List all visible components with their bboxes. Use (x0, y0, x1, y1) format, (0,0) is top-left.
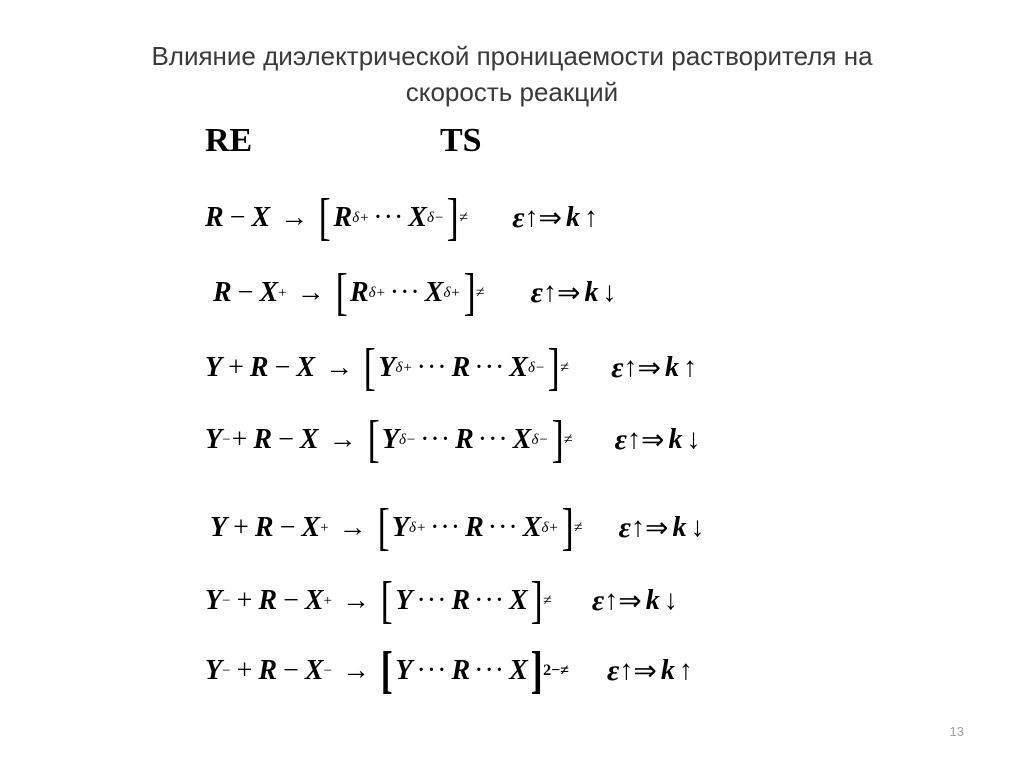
up-arrow-icon: ↑ (623, 352, 638, 383)
atom-y: Y (378, 352, 396, 383)
equation-6: Y − + R − X + → [ Y ··· R ··· X ] ≠ ε ↑ ⇒ k ↓ (205, 572, 678, 629)
atom-y: Y (395, 655, 413, 686)
epsilon-symbol: ε (614, 423, 627, 456)
equation-5: Y + R − X + → [ Y δ+ ··· R ··· X δ+ ] ≠ ε ↑ ⇒ k ↓ (210, 499, 705, 556)
down-arrow-icon: ↓ (690, 512, 705, 543)
bracket-close: ] (547, 339, 560, 396)
implies-icon: ⇒ (640, 425, 665, 456)
implies-icon: ⇒ (633, 656, 657, 687)
atom-r: R (333, 202, 353, 233)
slide-title-line2: скорость реакций (405, 77, 619, 107)
up-arrow-icon: ↑ (583, 202, 598, 233)
epsilon-symbol: ε (607, 654, 620, 687)
epsilon-symbol: ε (591, 584, 605, 617)
rate-constant: k (664, 352, 679, 383)
rate-constant: k (565, 202, 580, 233)
reaction-arrow: → (325, 352, 354, 383)
reaction-arrow: → (280, 202, 309, 233)
atom-r: R (249, 352, 269, 383)
reaction-arrow: → (338, 512, 367, 543)
atom-x: X (299, 424, 319, 455)
rate-effect (531, 276, 617, 310)
atom-x: X (251, 202, 271, 233)
bracket-open: [ (380, 572, 393, 629)
atom-r: R (349, 277, 369, 308)
atom-r: R (258, 585, 278, 616)
down-arrow-icon: ↓ (602, 277, 617, 308)
minus-sign: − (279, 512, 296, 543)
epsilon-symbol: ε (512, 201, 525, 234)
bracket-open: [ (367, 411, 380, 468)
implies-icon: ⇒ (618, 586, 642, 617)
down-arrow-icon: ↓ (686, 424, 701, 455)
reaction-arrow: → (342, 585, 371, 616)
bond-dots: ··· (487, 512, 519, 543)
bond-dots: ··· (474, 352, 506, 383)
equation-7: Y − + R − X − → [ Y ··· R ··· X ] 2−≠ ε ↑ ⇒ k ↑ (205, 642, 693, 699)
rate-effect (615, 423, 701, 457)
atom-y: Y (205, 352, 223, 383)
slide-title-line1: Влияние диэлектрической проницаемости растворителя на (151, 41, 873, 71)
equation-4: Y − + R − X → [ Y δ− ··· R ··· X δ− ] ≠ ε ↑ ⇒ k ↓ (205, 411, 701, 468)
atom-x: X (259, 277, 279, 308)
atom-r: R (451, 585, 471, 616)
bond-dots: ··· (420, 424, 452, 455)
up-arrow-icon: ↑ (626, 424, 641, 455)
atom-x: X (296, 352, 316, 383)
minus-sign: − (237, 277, 254, 308)
atom-x: X (304, 585, 324, 616)
slide-title (112, 38, 912, 110)
up-arrow-icon: ↑ (604, 585, 619, 616)
bracket-open: [ (318, 189, 331, 246)
minus-sign: − (283, 585, 299, 616)
bracket-close: ] (530, 572, 543, 629)
bracket-close: ] (561, 499, 574, 556)
atom-y: Y (205, 655, 223, 686)
implies-icon: ⇒ (637, 353, 661, 384)
bracket-close: ] (530, 642, 543, 699)
bond-dots: ··· (389, 277, 421, 308)
epsilon-symbol: ε (611, 351, 624, 384)
minus-sign: − (283, 655, 299, 686)
rate-effect (611, 351, 697, 385)
bracket-close: ] (551, 411, 564, 468)
bond-dots: ··· (474, 585, 506, 616)
reaction-arrow: → (296, 277, 325, 308)
rate-effect (512, 201, 598, 235)
plus-sign: + (236, 585, 253, 616)
rate-effect (607, 654, 693, 688)
page-number: 13 (949, 724, 964, 739)
bracket-open: [ (377, 499, 390, 556)
atom-r: R (451, 352, 471, 383)
epsilon-symbol: ε (530, 276, 543, 309)
bond-dots: ··· (416, 655, 448, 686)
implies-icon: ⇒ (644, 513, 669, 544)
bond-dots: ··· (430, 512, 462, 543)
implies-icon: ⇒ (538, 203, 562, 234)
atom-r: R (258, 655, 278, 686)
bracket-close: ] (463, 264, 476, 321)
header-re: RE (205, 122, 253, 159)
atom-r: R (253, 424, 273, 455)
bracket-close: ] (446, 189, 459, 246)
atom-x: X (424, 277, 444, 308)
atom-x: X (512, 424, 532, 455)
atom-y: Y (391, 512, 409, 543)
header-ts: TS (440, 122, 482, 159)
plus-sign: + (233, 512, 249, 543)
atom-x: X (408, 202, 427, 233)
plus-sign: + (236, 655, 253, 686)
atom-r: R (465, 512, 484, 543)
down-arrow-icon: ↓ (663, 585, 678, 616)
atom-x: X (522, 512, 542, 543)
up-arrow-icon: ↑ (682, 352, 697, 383)
minus-sign: − (229, 202, 246, 233)
bond-dots: ··· (373, 202, 405, 233)
up-arrow-icon: ↑ (630, 512, 645, 543)
up-arrow-icon: ↑ (619, 655, 634, 686)
rate-constant: k (668, 424, 683, 455)
bracket-open: [ (380, 642, 393, 699)
atom-r: R (213, 277, 232, 308)
atom-y: Y (210, 512, 228, 543)
reaction-arrow: → (342, 655, 371, 686)
minus-sign: − (278, 424, 294, 455)
up-arrow-icon: ↑ (542, 277, 557, 308)
bond-dots: ··· (416, 585, 448, 616)
bond-dots: ··· (416, 352, 448, 383)
plus-sign: + (231, 424, 248, 455)
reaction-arrow: → (328, 424, 357, 455)
atom-x: X (509, 585, 528, 616)
up-arrow-icon: ↑ (678, 655, 693, 686)
atom-r: R (205, 202, 224, 233)
atom-x: X (301, 512, 321, 543)
plus-sign: + (228, 352, 244, 383)
equation-2: R − X + → [ R δ+ ··· X δ+ ] ≠ ε ↑ ⇒ k ↓ (213, 264, 617, 321)
implies-icon: ⇒ (556, 278, 581, 309)
atom-r: R (455, 424, 474, 455)
rate-effect (592, 584, 678, 618)
rate-constant: k (584, 277, 599, 308)
atom-x: X (509, 352, 528, 383)
atom-y: Y (205, 424, 223, 455)
bond-dots: ··· (474, 655, 506, 686)
equation-1: R − X → [ R δ+ ··· X δ− ] ≠ ε ↑ ⇒ k ↑ (205, 189, 598, 246)
epsilon-symbol: ε (618, 511, 631, 544)
bracket-open: [ (363, 339, 376, 396)
rate-effect (619, 511, 705, 545)
bracket-open: [ (335, 264, 348, 321)
bond-dots: ··· (477, 424, 509, 455)
atom-x: X (509, 655, 528, 686)
minus-sign: − (274, 352, 291, 383)
rate-constant: k (645, 585, 660, 616)
atom-y: Y (205, 585, 223, 616)
up-arrow-icon: ↑ (524, 202, 539, 233)
atom-x: X (304, 655, 324, 686)
rate-constant: k (672, 512, 687, 543)
atom-r: R (254, 512, 274, 543)
atom-r: R (451, 655, 471, 686)
equation-3: Y + R − X → [ Y δ+ ··· R ··· X δ− ] ≠ ε ↑ ⇒ k ↑ (205, 339, 697, 396)
atom-y: Y (395, 585, 413, 616)
atom-y: Y (381, 424, 399, 455)
rate-constant: k (660, 655, 675, 686)
